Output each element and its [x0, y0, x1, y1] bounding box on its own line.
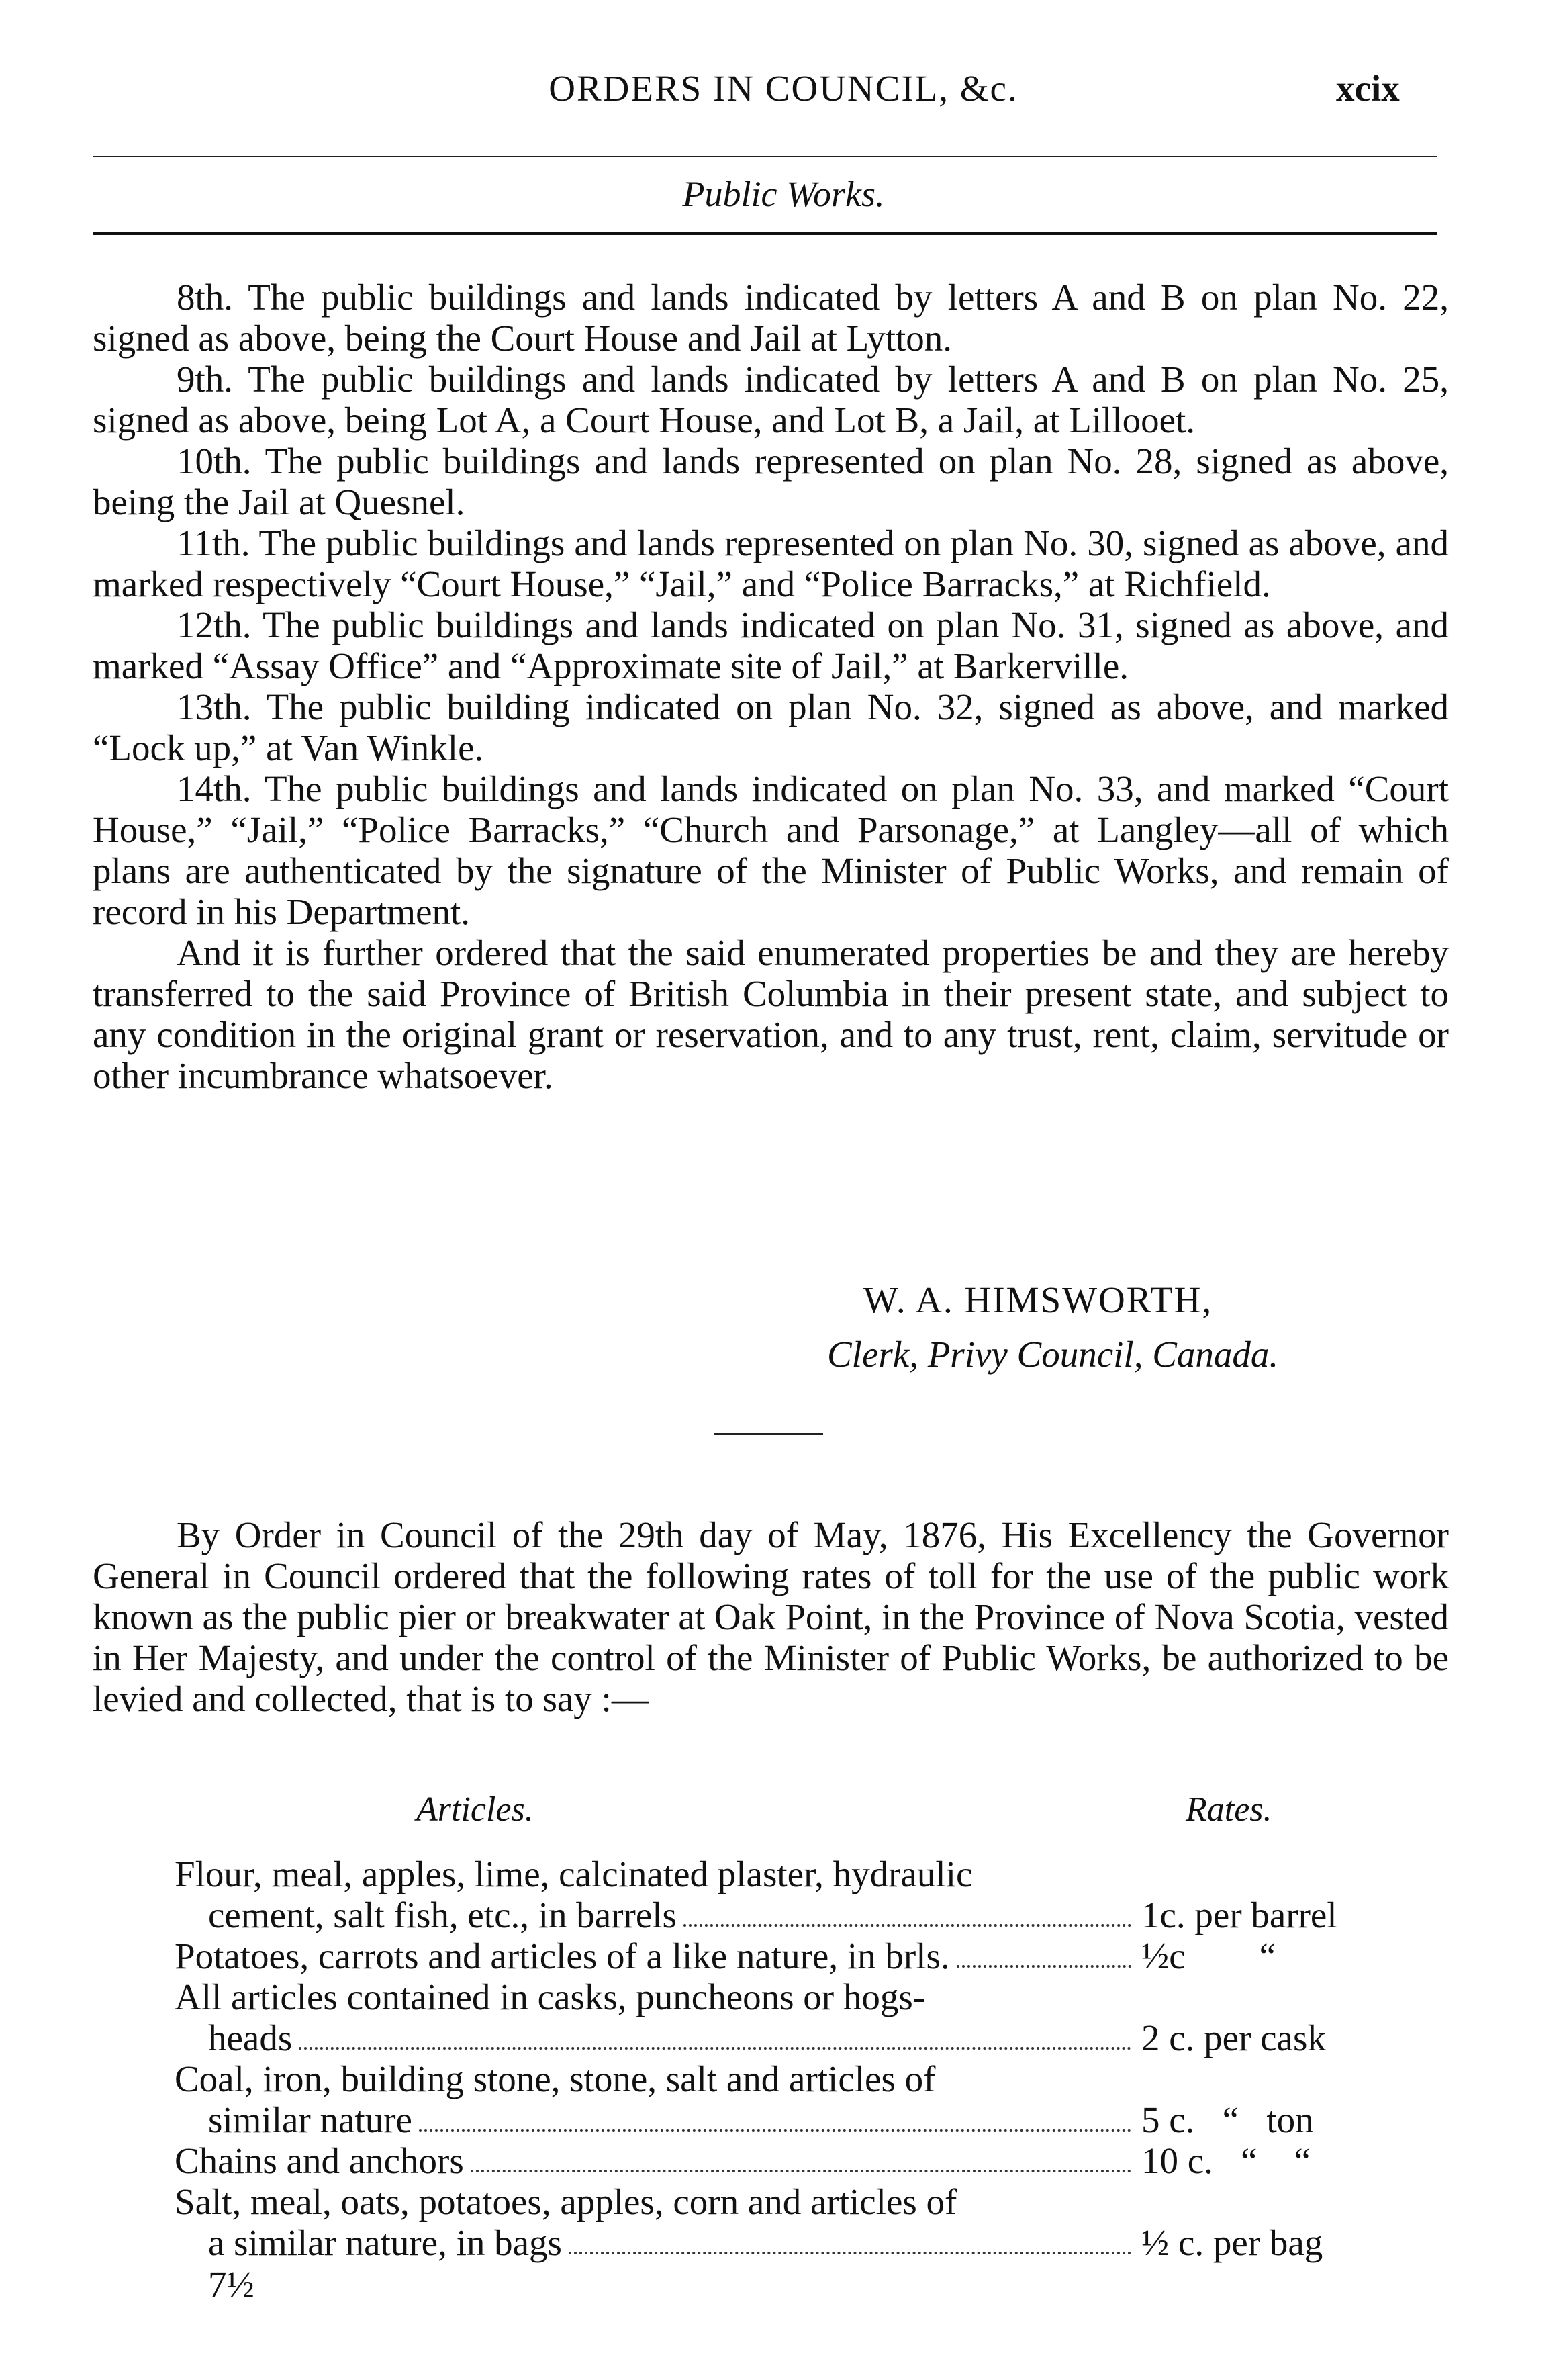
- paragraph-12th: 12th. The public buildings and lands indicated on plan No. 31, signed as above, and marked “Assay Office” and “Approximate site of Jail,” at Barkerville.: [93, 604, 1449, 686]
- paragraph-8th: 8th. The public buildings and lands indicated by letters A and B on plan No. 22, signed as above, being the Court House and Jail at Lytton.: [93, 277, 1449, 359]
- article-description: Chains and anchors: [175, 2140, 464, 2181]
- article-description: similar nature: [208, 2099, 412, 2140]
- page-number: xcix: [1336, 68, 1400, 109]
- running-head: [0, 67, 1567, 121]
- paragraph-transfer-order: And it is further ordered that the said enumerated properties be and they are hereby transferred to the said Province of British Columbia in their present state, and subject to any condition in the original grant or reservation, and to any trust, rent, claim, servitude or other incumbrance whatsoever.: [93, 932, 1449, 1096]
- article-description: a similar nature, in bags: [208, 2222, 562, 2263]
- rate-row-line: [175, 2140, 1383, 2181]
- articles-column-header: Articles.: [416, 1790, 534, 1829]
- catchword: 7½: [208, 2264, 254, 2305]
- rate-row-line: [175, 1894, 1383, 1935]
- header-rule: [93, 156, 1437, 157]
- paragraph-11th: 11th. The public buildings and lands represented on plan No. 30, signed as above, and marked respectively “Court House,” “Jail,” and “Police Barracks,” at Richfield.: [93, 522, 1449, 604]
- rate-row: [175, 1853, 1383, 1935]
- rates-column-header: Rates.: [1186, 1790, 1272, 1829]
- order-in-council-text: [93, 1514, 1449, 1719]
- dot-leader: [299, 2017, 1131, 2050]
- signatory-title: Clerk, Privy Council, Canada.: [827, 1334, 1279, 1375]
- article-description: All articles contained in casks, puncheons or hogs-: [175, 1976, 926, 2017]
- dot-leader: [471, 2140, 1131, 2172]
- section-rule: [93, 232, 1437, 235]
- article-description: Potatoes, carrots and articles of a like nature, in brls.: [175, 1935, 950, 1976]
- paragraph-13th: 13th. The public building indicated on plan No. 32, signed as above, and marked “Lock up,” at Van Winkle.: [93, 686, 1449, 768]
- rate-row-line: [175, 2181, 1383, 2222]
- rate-row-line: [175, 2058, 1383, 2099]
- rate-row-line: [175, 2017, 1383, 2058]
- dot-leader: [419, 2099, 1131, 2132]
- rate-value: 5 c. “ ton: [1141, 2099, 1314, 2140]
- dot-leader: [683, 1894, 1131, 1927]
- rate-value: ½c “: [1141, 1935, 1276, 1976]
- schedule-items: [93, 277, 1449, 1096]
- rate-row: [175, 2140, 1383, 2181]
- article-description: Flour, meal, apples, lime, calcinated plaster, hydraulic: [175, 1853, 973, 1894]
- rate-value: 2 c. per cask: [1141, 2017, 1326, 2058]
- rate-row-line: [175, 1935, 1383, 1976]
- section-divider: [714, 1433, 823, 1435]
- rate-row-line: [175, 1853, 1383, 1894]
- toll-rates-table: [175, 1853, 1383, 2263]
- rate-row-line: [175, 2099, 1383, 2140]
- rate-row: [175, 1976, 1383, 2058]
- dot-leader: [957, 1935, 1131, 1968]
- rate-row-line: [175, 1976, 1383, 2017]
- dot-leader: [569, 2222, 1131, 2254]
- article-description: heads: [208, 2017, 293, 2058]
- signatory-name: W. A. HIMSWORTH,: [863, 1279, 1213, 1320]
- paragraph-14th: 14th. The public buildings and lands indicated on plan No. 33, and marked “Court House,” “Jail,” “Police Barracks,” “Church and Parsonage,” at Langley—all of which plans are authenticated by the signature of the Minister of Public Works, and remain of record in his Department.: [93, 768, 1449, 932]
- rate-row-line: [175, 2222, 1383, 2263]
- running-title: ORDERS IN COUNCIL, &c.: [549, 68, 1018, 109]
- rate-value: ½ c. per bag: [1141, 2222, 1323, 2263]
- paragraph-10th: 10th. The public buildings and lands represented on plan No. 28, signed as above, being the Jail at Quesnel.: [93, 441, 1449, 522]
- order-paragraph: By Order in Council of the 29th day of May, 1876, His Excellency the Governor General in Council ordered that the following rates of toll for the use of the public work known as the public pier or breakwater at Oak Point, in the Province of Nova Scotia, vested in Her Majesty, and under the control of the Minister of Public Works, be authorized to be levied and collected, that is to say :—: [93, 1514, 1449, 1719]
- rate-row: [175, 2181, 1383, 2263]
- article-description: cement, salt fish, etc., in barrels: [208, 1894, 677, 1935]
- article-description: Salt, meal, oats, potatoes, apples, corn and articles of: [175, 2181, 957, 2222]
- rate-row: [175, 2058, 1383, 2140]
- rate-value: 1c. per barrel: [1141, 1894, 1337, 1935]
- rate-row: [175, 1935, 1383, 1976]
- article-description: Coal, iron, building stone, stone, salt and articles of: [175, 2058, 936, 2099]
- rate-value: 10 c. “ “: [1141, 2140, 1311, 2181]
- paragraph-9th: 9th. The public buildings and lands indicated by letters A and B on plan No. 25, signed as above, being Lot A, a Court House, and Lot B, a Jail, at Lillooet.: [93, 359, 1449, 441]
- section-title: Public Works.: [682, 174, 885, 214]
